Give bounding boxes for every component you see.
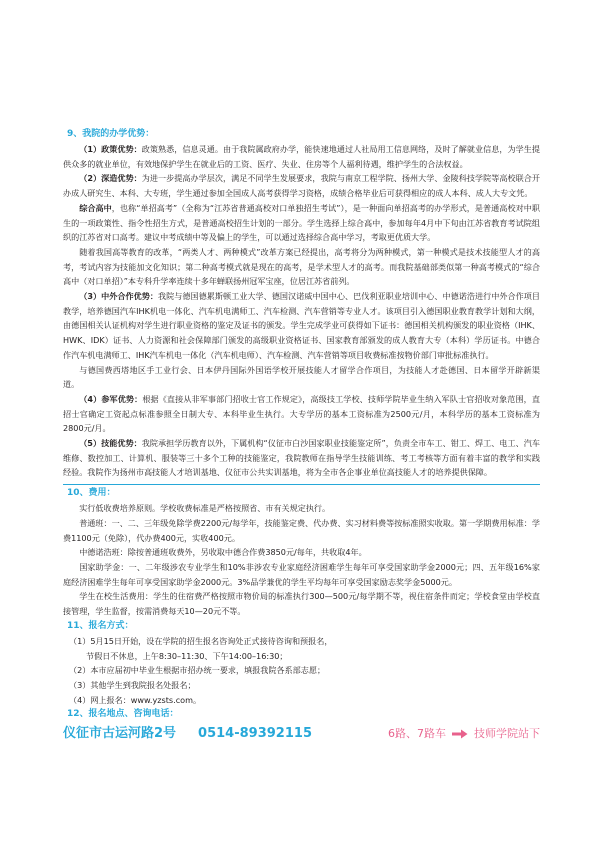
list-item: （1）5月15日开始，设在学院的招生报名咨询处正式接待咨询和预报名， — [69, 635, 333, 646]
phone-number: 0514-89392115 — [198, 726, 312, 742]
list-item: 节假日不休息，上午8:30–11:30、下午14:00–16:30； — [86, 650, 288, 661]
list-item: （3）其他学生到我院报名处报名； — [69, 679, 196, 690]
section-11-title: 11、报名方式： — [67, 620, 134, 631]
registration-list — [63, 634, 540, 708]
paragraph-further-study — [63, 171, 540, 200]
section-9-title: 9、我院的办学优势： — [67, 129, 155, 139]
content-column — [63, 127, 540, 743]
paragraph-fee-sino-german: 中德诺浩班：除按普通班收费外，另收取中德合作费3850元/每年，共收取4年。 — [79, 547, 367, 558]
contact-row — [63, 725, 540, 743]
paragraph-fee-living: 学生在校生活费用：学生的住宿费严格按照市物价局的标准执行300—500元/每学期不等，视住宿条件而定；学校食堂由学校直接管理，学生监督，按需消费每天10—20元不等。 — [63, 591, 540, 617]
paragraph-education-reform: 随着我国高等教育的改革，“两类人才、两种模式”改革方案已经提出，高考将分为两种模式，第一种模式是技术技能型人才的高考，考试内容为技能加文化知识；第二种高考模式就是现在的高考，是学术型人才的高考。而我院基础部类似第一种高考模式的“综合高中（对口单招）”本专科升学率连续十多年蝉联扬州冠军宝座，位居江苏省前列。 — [63, 246, 540, 287]
paragraph-study-abroad: 与德国费西塔地区手工业行会、日本伊丹国际外国语学校开展技能人才留学合作项目，为技能人才赴德国、日本留学开辟新渠道。 — [63, 364, 540, 390]
address: 仪征市古运河路2号 — [63, 726, 177, 742]
text-further-study: 为进一步提高办学层次，满足不同学生发展要求，我院与南京工程学院、扬州大学、金陵科技学院等高校联合开办成人研究生、本科、大专班，学生通过参加全国成人高考获得学习资格，成绩合格毕业后可获得相应的成人本科、成人大专文凭。 — [63, 173, 540, 199]
paragraph-international-cooperation — [63, 289, 540, 363]
bus-stop: 技师学院站下 — [474, 727, 540, 741]
text-military: 根据《直接从非军事部门招收士官工作规定》，高级技工学校、技师学院毕业生纳入军队士官招收对象范围，直招士官确定工资起点标准参照全日制大专、本科毕业生执行。大专学历的基本工资标准为2500元/月，本科学历的基本工资标准为2800元/月。 — [63, 393, 540, 434]
label-comprehensive-high-school: 综合高中 — [79, 202, 112, 213]
paragraph-fee-principle: 实行低收费培养原则。学校收费标准是严格按照省、市有关规定执行。 — [79, 503, 331, 514]
text-international-cooperation: 我院与德国德累斯顿工业大学、德国汉诺威中国中心、巴伐利亚职业培训中心、中德诺浩进行中外合作项目教学，培养德国汽车IHK机电一体化、汽车机电满师工、汽车检测、汽车营销等专业人才。该项目引入德国职业教育教学计划和大纲，由德国相关认证机构对学生进行职业资格的鉴定及证书的颁发。学生完成学业可获得如下证书：德国相关机构颁发的职业资格（IHK、HWK、IDK）证书、人力资源和社会保障部门颁发的高级职业资格证书、国家教育部颁发的成人教育大专（本科）学历证书。中德合作汽车机电满师工、IHK汽车机电一体化（汽车机电师）、汽车检测、汽车营销等项目收费标准按物价部门审批标准执行。 — [63, 291, 540, 360]
paragraph-comprehensive-high-school — [63, 201, 540, 245]
label-policy: （1）政策优势： — [79, 144, 142, 154]
section-12-title: 12、报名地点、咨询电话： — [67, 709, 179, 720]
text-policy: 政策熟悉，信息灵通。由于我院属政府办学，能快速地通过人社局用工信息网络，及时了解就业信息，为学生提供众多的就业单位，有效地保护学生在就业后的工资、医疗、失业、住房等个人福利待遇，维护学生的合法权益。 — [63, 144, 540, 169]
bus-route — [388, 725, 540, 743]
bus-lines: 6路、7路车 — [388, 727, 446, 741]
label-international-cooperation: （3）中外合作优势： — [79, 291, 159, 302]
text-skills: 我院承担学历教育以外，下属机构“仪征市白沙国家职业技能鉴定所”，负责全市车工、钳工、焊工、电工、汽车维修、数控加工、计算机、服装等三十多个工种的技能鉴定，我院教师在指导学生技能训练、考工考核等方面有着丰富的教学和实践经验。我院作为扬州市高技能人才培训基地、仪征市公共实训基地，将为全市各企事业单位高技能人才的培养提供保障。 — [63, 438, 541, 478]
section-10-title: 10、费用： — [67, 488, 116, 499]
label-further-study: （2）深造优势： — [79, 173, 142, 184]
text-comprehensive-high-school: ，也称“单招高考”（全称为“江苏省普通高校对口单独招生考试”），是一种面向单招高考的办学形式，是普通高校对中职生的一项政策性、指令性招生方式，是普通高校招生计划的一部分。学生选择上综合高中，参加每年4月中下旬由江苏省教育考试院组织的江苏省对口高考。建议中考成绩中等及偏上的学生，可以通过选择综合高中学习，考取更优质大学。 — [63, 202, 540, 243]
paragraph-military — [63, 392, 540, 436]
label-skills: （5）技能优势： — [79, 438, 142, 449]
divider-line — [63, 484, 540, 485]
paragraph-fee-grants: 国家助学金：一、二年级涉农专业学生和10%非涉农专业家庭经济困难学生每年可享受国家助学金2000元；四、五年级16%家庭经济困难学生每年可享受国家助学金2000元。3%品学兼优的学生平均每年可享受国家励志奖学金5000元。 — [63, 561, 540, 587]
paragraph-policy — [63, 142, 540, 171]
paragraph-skills — [63, 436, 540, 480]
label-military: （4）参军优势： — [79, 393, 143, 404]
list-item: （2）本市应届初中毕业生根据市招办统一要求，填报我院各系部志愿； — [69, 665, 326, 676]
paragraph-fee-regular: 普通班：一、二、三年级免除学费2200元/每学年，技能鉴定费、代办费、实习材料费等按标准照实收取。第一学期费用标准：学费1100元（免除），代办费400元，实收400元。 — [63, 517, 540, 543]
arrow-right-icon — [452, 729, 468, 739]
list-item: （4）网上报名：www.yzsts.com。 — [69, 694, 202, 705]
